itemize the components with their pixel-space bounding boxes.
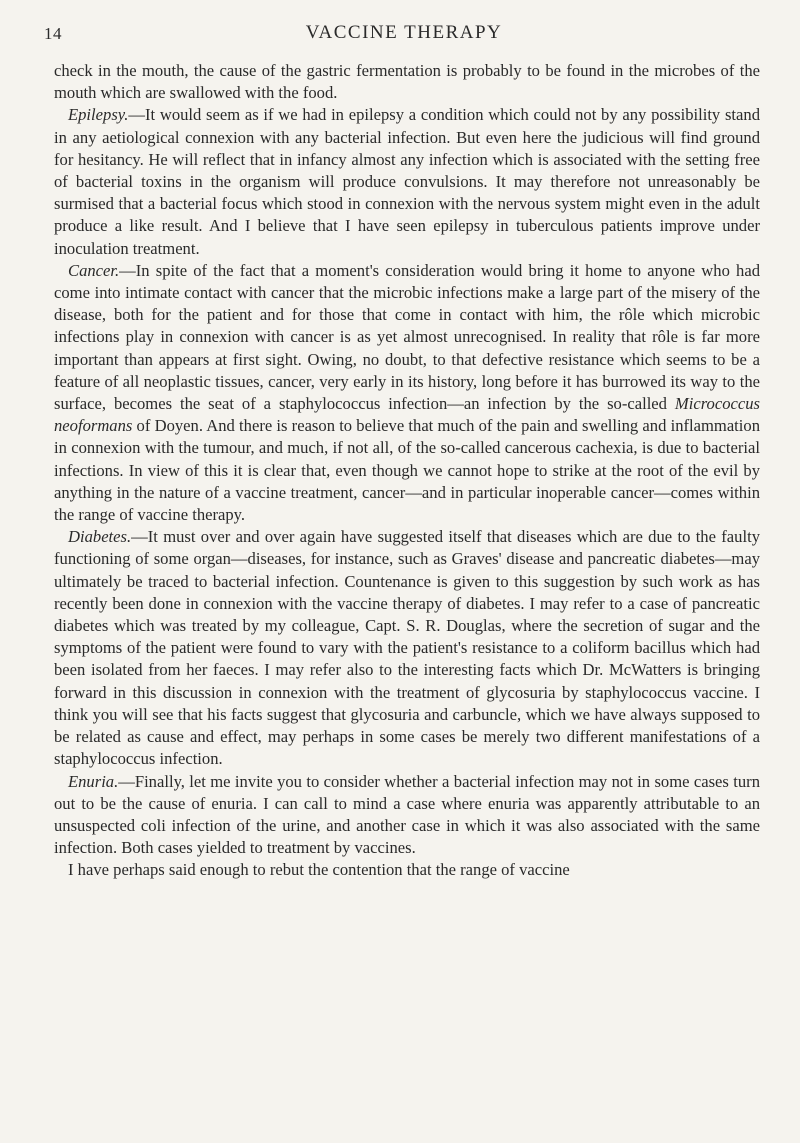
paragraph-text: check in the mouth, the cause of the gastric fermentation is probably to be found in the microbes of the mouth which are swallowed with the food. — [54, 61, 760, 103]
paragraph-diabetes — [54, 526, 760, 770]
page-header — [44, 14, 764, 54]
section-heading-diabetes: Diabetes. — [68, 527, 132, 547]
paragraph-cancer — [54, 260, 760, 526]
body-text — [54, 60, 760, 882]
running-head: VACCINE THERAPY — [305, 22, 503, 43]
paragraph-text-part-1: —In spite of the fact that a moment's consideration would bring it home to anyone who had come into intimate contact with cancer that the microbic infections make a large part of the misery of the disease, both for the patient and for those that come in contact with him, the rôle which microbic infections play in connexion with cancer is as yet almost unrecognised. In reality that rôle is far more important than appears at first sight. Owing, no doubt, to that defective resistance which seems to be a feature of all neoplastic tissues, cancer, very early in its history, long before it has burrowed its way to the surface, becomes the seat of a staphylococcus infection—an infection by the so-called — [54, 260, 760, 414]
section-heading-enuria: Enuria. — [68, 771, 119, 791]
paragraph-enuria — [54, 771, 760, 860]
page-number: 14 — [44, 24, 62, 43]
paragraph-text-part-2: of Doyen. And there is reason to believe that much of the pain and swelling and inflammation in connexion with the tumour, and much, if not all, of the so-called cancerous cachexia, is due to bacterial infections. In view of this it is clear that, even though we cannot hope to strike at the root of the evil by anything in the nature of a vaccine treatment, cancer—and in particular inoperable cancer—comes within the range of vaccine therapy. — [54, 416, 760, 525]
paragraph-text: —Finally, let me invite you to consider whether a bacterial infection may not in some cases turn out to be the cause of enuria. I can call to mind a case where enuria was apparently attributable to an unsuspected coli infection of the urine, and another case in which it was also associated with the same infection. Both cases yielded to treatment by vaccines. — [54, 771, 760, 858]
paragraph-closing — [54, 859, 760, 881]
paragraph-text: I have perhaps said enough to rebut the contention that the range of vaccine — [68, 860, 570, 880]
section-heading-epilepsy: Epilepsy. — [68, 105, 129, 125]
section-heading-cancer: Cancer. — [68, 260, 120, 280]
italic-species-name: Micrococcus neoformans — [54, 394, 760, 436]
paragraph-text: —It must over and over again have suggested itself that diseases which are due to the faulty functioning of some organ—diseases, for instance, such as Graves' disease and pancreatic diabetes—may ultimately be traced to bacterial infection. Countenance is given to this suggestion by such work as has recently been done in connexion with the vaccine therapy of diabetes. I may refer to a case of pancreatic diabetes which was treated by my colleague, Capt. S. R. Douglas, where the secretion of sugar and the symptoms of the patient were found to vary with the patient's resistance to a coliform bacillus which had been isolated from her faeces. I may refer also to the interesting facts which Dr. McWatters is bringing forward in this discussion in connexion with the treatment of glycosuria by staphylococcus vaccine. I think you will see that his facts suggest that glycosuria and carbuncle, which we have always supposed to be related as cause and effect, may perhaps in some cases be merely two different manifestations of a staphylococcus infection. — [54, 527, 760, 769]
paragraph-epilepsy — [54, 104, 760, 259]
paragraph-text: —It would seem as if we had in epilepsy a condition which could not by any possibility stand in any aetiological connexion with any bacterial infection. But even here the judicious will find ground for hesitancy. He will reflect that in infancy almost any infection which is associated with the setting free of bacterial toxins in the organism will produce convulsions. It may therefore not unreasonably be surmised that a bacterial focus which stood in connexion with the nervous system might even in the adult produce a like result. And I believe that I have seen epilepsy in tuberculous patients improve under inoculation treatment. — [54, 105, 760, 258]
paragraph-continued — [54, 60, 760, 104]
